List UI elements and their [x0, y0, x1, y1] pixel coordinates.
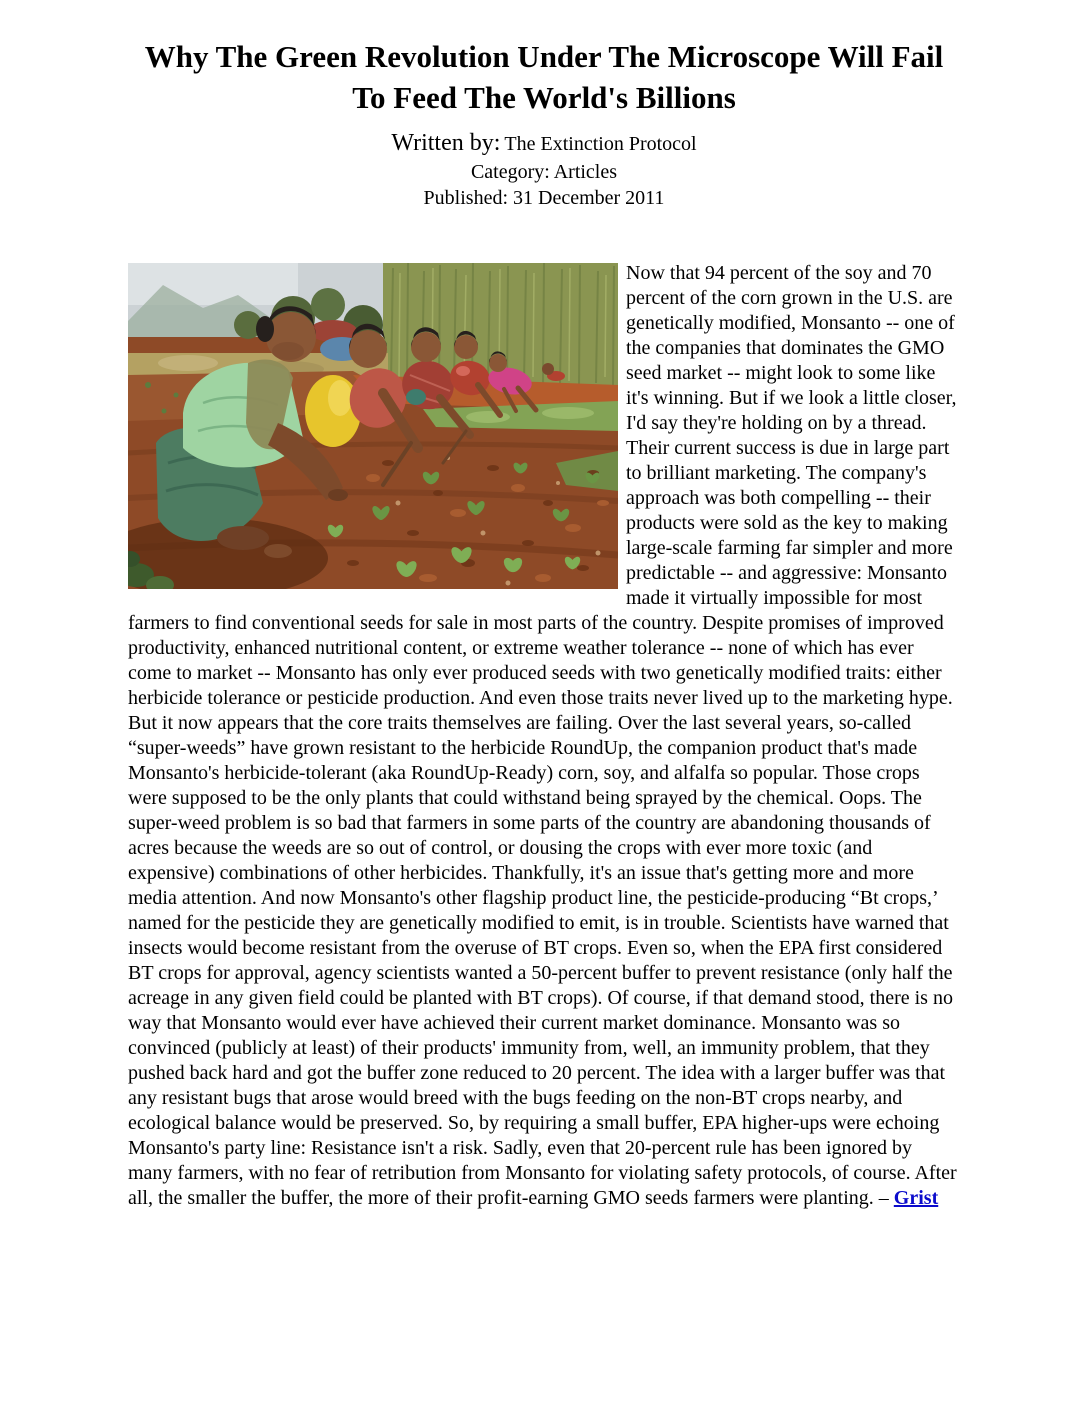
category-line: Category: Articles [470, 161, 618, 183]
byline-author: The Extinction Protocol [504, 133, 697, 155]
grist-source-link[interactable]: Grist [893, 1187, 939, 1209]
field-photo-illustration [128, 263, 618, 589]
article-paragraph-text: Now that 94 percent of the soy and 70 percent of the corn grown in the U.S. are genetically modified, Monsanto -- one of the companies that dominates the GMO seed market -- might look to some like it's winning. But if we look a little closer, I'd say they're holding on by a thread. Their current success is due in large part to brilliant marketing. The company's approach was both compelling -- their products were sold as the key to making large-scale farming far simpler and more predictable -- and aggressive: Monsanto made it virtually impossible for most farmers to find conventional seeds for sale in most parts of the country. Despite promises of improved productivity, enhanced nutritional content, or extreme weather tolerance -- none of which has ever come to market -- Monsanto has only ever produced seeds with two genetically modified traits: either herbicide tolerance or pesticide production. And even those traits never lived up to the marketing hype. But it now appears that the core traits themselves are failing. Over the last several years, so-called “super-weeds” have grown resistant to the herbicide RoundUp, the companion product that's made Monsanto's herbicide-tolerant (aka RoundUp-Ready) corn, soy, and alfalfa so popular. Those crops were supposed to be the only plants that could withstand being sprayed by the chemical. Oops. The super-weed problem is so bad that farmers in some parts of the country are abandoning thousands of acres because the weeds are so out of control, or dousing the crops with ever more toxic (and expensive) combinations of other herbicides. Thankfully, it's an issue that's getting more and more media attention. And now Monsanto's other flagship product line, the pesticide-producing “Bt crops,’ named for the pesticide they are genetically modified to emit, is in trouble. Scientists have warned that insects would become resistant from the overuse of BT crops. Even so, when the EPA first considered BT crops for approval, agency scientists wanted a 50-percent buffer to prevent resistance (only half the acreage in any given field could be planted with BT crops). Of course, if that demand stood, there is no way that Monsanto would ever have achieved their current market dominance. Monsanto was so convinced (publicly at least) of their products' immunity from, well, an immunity problem, that they pushed back hard and got the buffer zone reduced to 20 percent. The idea with a larger buffer was that any resistant bugs that arose would breed with the bugs feeding on the non-BT crops nearby, and ecological balance would be preserved. So, by requiring a small buffer, EPA higher-ups were echoing Monsanto's party line: Resistance isn't a risk. Sadly, even that 20-percent rule has been ignored by many farmers, with no fear of retribution from Monsanto for violating safety protocols, of course. After all, the smaller the buffer, the more of their profit-earning GMO seeds farmers were planting. – [128, 262, 957, 1209]
page-title [64, 36, 1024, 118]
page-title-line1: Why The Green Revolution Under The Microscope Will Fail [144, 39, 944, 74]
field-photo [128, 263, 618, 589]
page-title-line2: To Feed The World's Billions [352, 80, 736, 115]
article-meta [0, 130, 1088, 211]
published-line: Published: 31 December 2011 [423, 187, 665, 209]
byline [0, 130, 1088, 159]
article-body [128, 261, 960, 1211]
byline-label: Written by: [391, 130, 501, 156]
